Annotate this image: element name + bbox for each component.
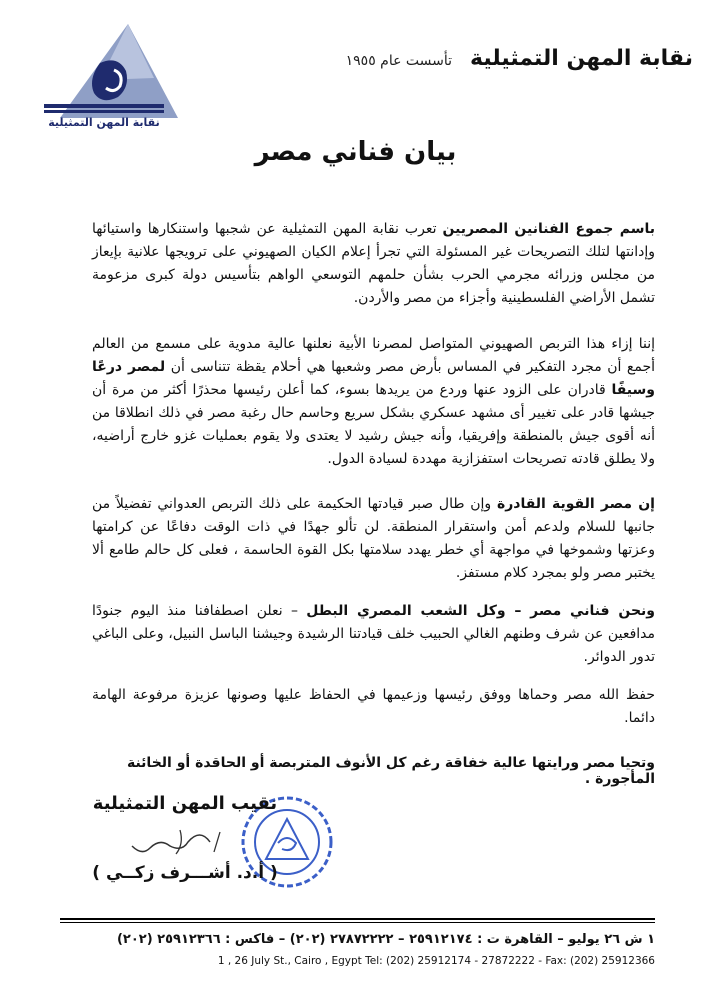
union-logo: [30, 18, 180, 138]
paragraph-emphasis: لمصر درعًا وسيفًا: [92, 359, 655, 398]
signer-name: ( أ.د. أشـــرف زكــي ): [92, 863, 278, 883]
paragraph-text: قادران على الزود عنها وردع من يريدها بسوء، كما أعلن رئيسها محذرًا أكثر من مرة أن جيشها قادر على تغيير أى مشهد عسكري بشكل سريع وحاسم حال رغبة مصر في ذلك انطلاقا من أنه أقوى جيش بالمنطقة وإفريقيا، وأنه جيش رشيد لا يعتدى ولا يقوم بعمليات غزو خارج أراضيه، ولا يطلق قادته تصريحات استفزازية مهددة لسيادة الدول.: [92, 382, 655, 467]
footer-address-arabic: ١ ش ٢٦ يوليو – القاهرة ت : ٢٥٩١٢١٧٤ – ٢٧٨٧٢٢٢٢ (٢٠٢) – فاكس : ٢٥٩١٢٣٦٦ (٢٠٢): [116, 932, 655, 947]
paragraph-lead: ونحن فناني مصر – وكل الشعب المصري البطل: [306, 603, 655, 619]
paragraph-4: [92, 600, 655, 669]
paragraph-3: [92, 493, 655, 585]
paragraph-text: تعرب نقابة المهن التمثيلية عن شجبها واستنكارها واستيائها وإدانتها لتلك التصريحات غير المسئولة التي تجرأ إعلام الكيان الصهيوني على ترويجها علانية بإيعاز من مجلس وزرائه مجرمي الحرب بشأن حلمهم التوسعي الواهم بتأسيس دولة كبرى مزعومة تشمل الأراضي الفلسطينية وأجزاء من مصر والأردن.: [92, 221, 655, 306]
letterhead: [200, 46, 693, 71]
paragraph-5: [92, 684, 655, 730]
signer-title: نقيب المهن التمثيلية: [92, 793, 278, 814]
closing-line: وتحيا مصر ورايتها عالية خفاقة رغم كل الأنوف المتربصة أو الحاقدة أو الخائنة المأجورة .: [126, 755, 655, 787]
document-title: بيان فناني مصر: [254, 137, 457, 167]
paragraph-2: [92, 333, 655, 471]
founded-year: تأسست عام ١٩٥٥: [345, 53, 453, 69]
paragraph-1: [92, 218, 655, 310]
paragraph-text: – نعلن اصطفافنا منذ اليوم جنودًا مدافعين عن شرف وطنهم الغالي الحبيب خلف قيادتنا الرشيدة وجيشنا الباسل النبيل، وعلى الباغي تدور الدوائر.: [92, 603, 655, 665]
handwritten-signature: [60, 822, 280, 862]
paragraph-text: حفظ الله مصر وحماها ووفق رئيسها وزعيمها في الحفاظ عليها وصونها عزيزة مرفوعة الهامة دائما.: [92, 687, 655, 726]
logo-caption: نقابة المهن التمثيلية: [48, 116, 160, 129]
footer-divider: [60, 918, 655, 920]
org-name: نقابة المهن التمثيلية: [470, 46, 693, 71]
paragraph-lead: إن مصر القوية القادرة: [496, 496, 655, 512]
paragraph-text: وإن طال صبر قيادتها الحكيمة على ذلك التربص العدواني تفضيلاً من جانبها للسلام ولدعم أمن واستقرار المنطقة. لن تألو جهدًا في ذات الوقت دفاعًا عن كرامتها وعزتها وشموخها في مواجهة أي خطر يهدد سلامتها بكل القوة الحاسمة ، فعلى كل حالم طامع ألا يختبر مصر ولو بمجرد كلام مستفز.: [92, 496, 655, 581]
paragraph-text: إننا إزاء هذا التربص الصهيوني المتواصل لمصرنا الأبية نعلنها عالية مدوية على مسمع من العالم أجمع أن مجرد التفكير في المساس بأرض مصر وشعبها هي أحلام يقظة تتناسى أن: [92, 336, 656, 375]
paragraph-lead: باسم جموع الفنانين المصريين: [442, 221, 656, 237]
footer-address-english: 1 , 26 July St., Cairo , Egypt Tel: (202) 25912174 - 27872222 - Fax: (202) 25912366: [217, 955, 655, 967]
footer-divider: [60, 922, 655, 923]
